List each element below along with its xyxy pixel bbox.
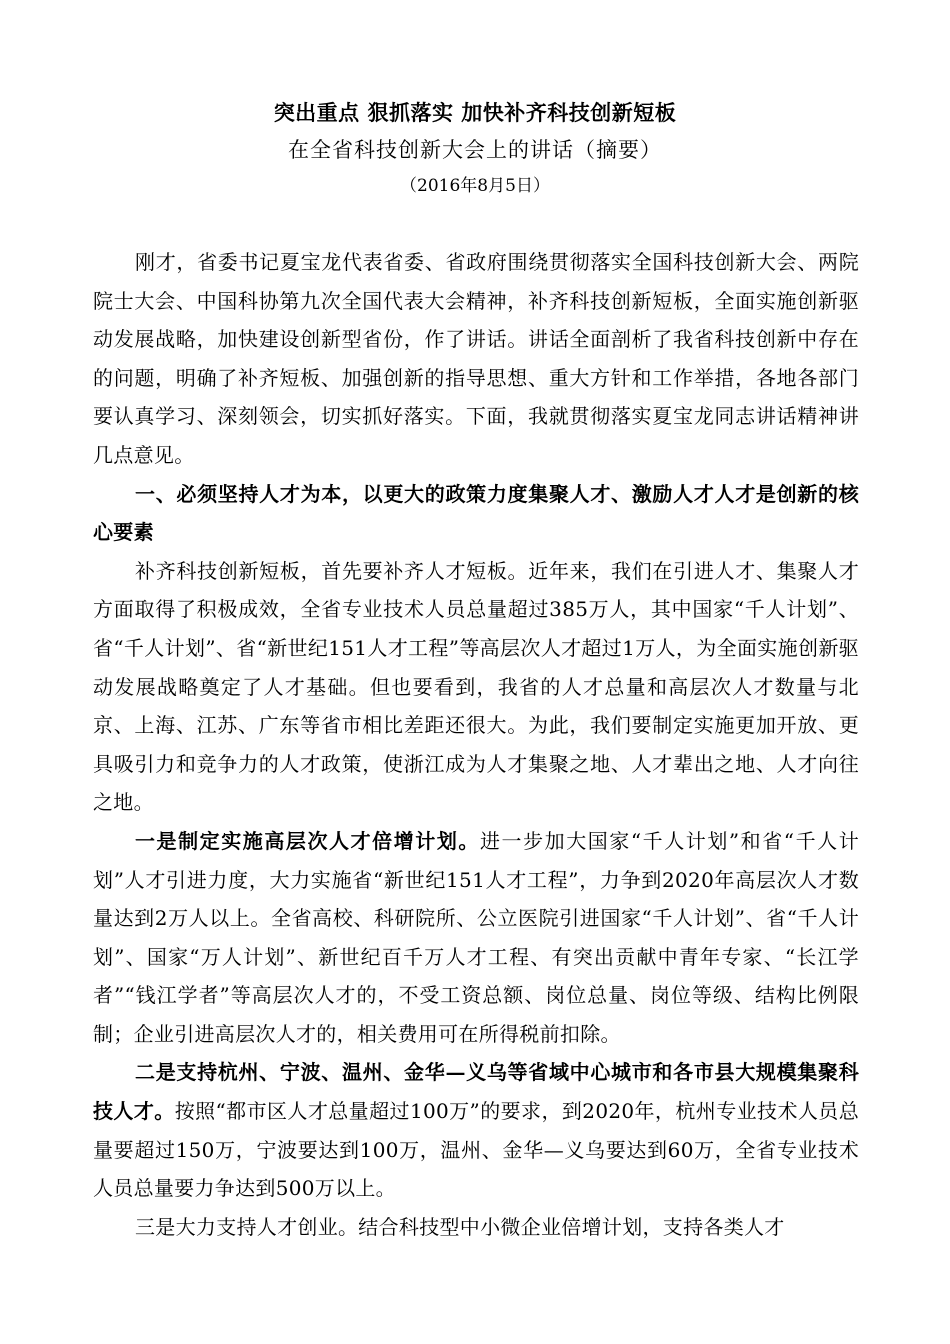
document-date: （2016年8月5日）	[400, 176, 550, 196]
document-subtitle: 在全省科技创新大会上的讲话（摘要）	[288, 138, 662, 162]
paragraph-point-3: 三是大力支持人才创业。结合科技型中小微企业倍增计划，支持各类人才	[135, 1214, 785, 1239]
paragraph-talent-shortfall: 补齐科技创新短板，首先要补齐人才短板。近年来，我们在引进人才、集聚人才方面取得了积极成效，全省专业技术人员总量超过385万人，其中国家“千人计划”、省“千人计划”、省“新世纪151人才工程”等高层次人才超过1万人，为全面实施创新驱动发展战略奠定了人才基础。但也要看到，我省的人才总量和高层次人才数量与北京、上海、江苏、广东等省市相比差距还很大。为此，我们要制定实施更加开放、更具吸引力和竞争力的人才政策，使浙江成为人才集聚之地、人才辈出之地、人才向往之地。	[93, 558, 859, 815]
paragraph-point-2	[93, 1053, 859, 1207]
point-1-text: 进一步加大国家“千人计划”和省“千人计划”人才引进力度，大力实施省“新世纪151人才工程”，力争到2020年高层次人才数量达到2万人以上。全省高校、科研院所、公立医院引进国家“千人计划”、省“千人计划”、国家“万人计划”、新世纪百千万人才工程、有突出贡献中青年专家、“长江学者”“钱江学者”等高层次人才的，不受工资总额、岗位总量、岗位等级、结构比例限制；企业引进高层次人才的，相关费用可在所得税前扣除。	[93, 828, 859, 1046]
document-body	[93, 243, 859, 1246]
document-title: 突出重点 狠抓落实 加快补齐科技创新短板	[273, 100, 677, 125]
point-2-text: 按照“都市区人才总量超过100万”的要求，到2020年，杭州专业技术人员总量要超过150万，宁波要达到100万，温州、金华—义乌要达到60万，全省专业技术人员总量要力争达到500万以上。	[93, 1099, 860, 1201]
paragraph-point-1	[93, 822, 859, 1054]
point-2-lead: 二是支持杭州、宁波、温州、金华—义乌等省域中心城市和各市县大规模集聚科技人才。	[93, 1060, 859, 1124]
section-heading-1: 一、必须坚持人才为本，以更大的政策力度集聚人才、激励人才人才是创新的核心要素	[93, 481, 859, 545]
paragraph-intro: 刚才，省委书记夏宝龙代表省委、省政府围绕贯彻落实全国科技创新大会、两院院士大会、中国科协第九次全国代表大会精神，补齐科技创新短板，全面实施创新驱动发展战略，加快建设创新型省份，作了讲话。讲话全面剖析了我省科技创新中存在的问题，明确了补齐短板、加强创新的指导思想、重大方针和工作举措，各地各部门要认真学习、深刻领会，切实抓好落实。下面，我就贯彻落实夏宝龙同志讲话精神讲几点意见。	[93, 250, 859, 467]
point-1-lead: 一是制定实施高层次人才倍增计划。	[135, 828, 480, 853]
